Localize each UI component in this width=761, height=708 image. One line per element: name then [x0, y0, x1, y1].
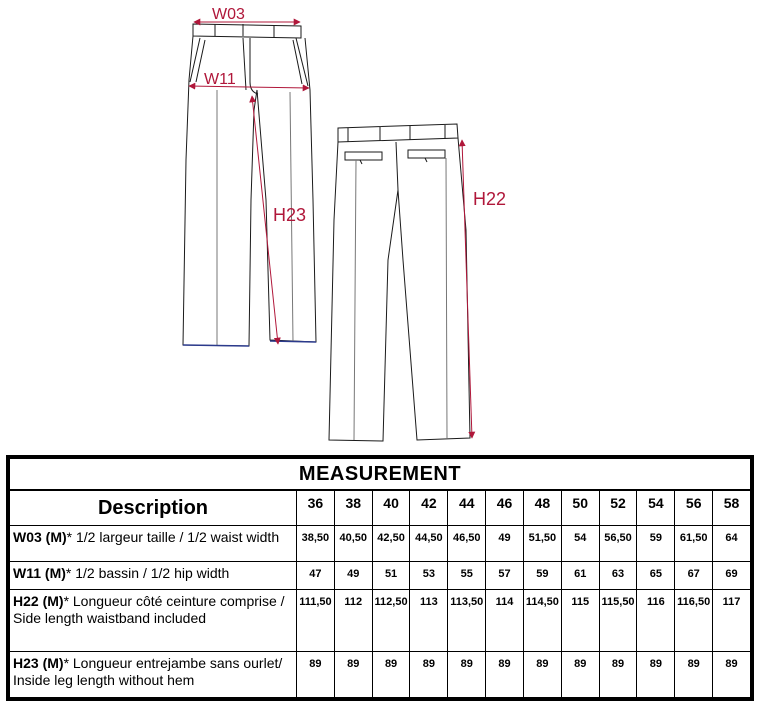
- value-cell: 114,50: [523, 590, 561, 652]
- value-cell: 49: [334, 562, 372, 590]
- w11-label: W11: [204, 71, 236, 88]
- value-cell: 49: [486, 526, 524, 562]
- value-cell: 46,50: [448, 526, 486, 562]
- value-cell: 89: [637, 652, 675, 698]
- value-cell: 111,50: [297, 590, 335, 652]
- size-header: 44: [448, 490, 486, 526]
- description-header: Description: [10, 490, 297, 526]
- value-cell: 113: [410, 590, 448, 652]
- value-cell: 89: [561, 652, 599, 698]
- value-cell: 44,50: [410, 526, 448, 562]
- value-cell: 89: [523, 652, 561, 698]
- value-cell: 59: [637, 526, 675, 562]
- row-description: [10, 652, 297, 698]
- row-code: W03 (M): [13, 529, 67, 545]
- value-cell: 89: [297, 652, 335, 698]
- row-text: * Longueur entrejambe sans ourlet/ Inside leg length without hem: [13, 655, 283, 688]
- size-header: 36: [297, 490, 335, 526]
- value-cell: 57: [486, 562, 524, 590]
- value-cell: 61: [561, 562, 599, 590]
- size-header: 46: [486, 490, 524, 526]
- row-description: [10, 590, 297, 652]
- value-cell: 64: [713, 526, 751, 562]
- size-header: 52: [599, 490, 637, 526]
- value-cell: 51: [372, 562, 410, 590]
- table-title: MEASUREMENT: [10, 459, 751, 491]
- value-cell: 117: [713, 590, 751, 652]
- value-cell: 40,50: [334, 526, 372, 562]
- row-description: [10, 562, 297, 590]
- row-text: * Longueur côté ceinture comprise / Side length waistband included: [13, 593, 285, 626]
- table-row: [10, 652, 751, 698]
- value-cell: 112: [334, 590, 372, 652]
- value-cell: 67: [675, 562, 713, 590]
- row-code: H23 (M): [13, 655, 64, 671]
- h23-label: H23: [273, 205, 307, 225]
- size-header: 50: [561, 490, 599, 526]
- row-code: W11 (M): [13, 565, 66, 581]
- value-cell: 89: [372, 652, 410, 698]
- front-view-trousers: [183, 24, 316, 346]
- value-cell: 53: [410, 562, 448, 590]
- value-cell: 42,50: [372, 526, 410, 562]
- value-cell: 65: [637, 562, 675, 590]
- value-cell: 51,50: [523, 526, 561, 562]
- measurement-table-container: [6, 455, 754, 701]
- size-header: 38: [334, 490, 372, 526]
- w03-label: W03: [212, 6, 245, 23]
- value-cell: 114: [486, 590, 524, 652]
- value-cell: 116: [637, 590, 675, 652]
- table-row: [10, 562, 751, 590]
- table-row: [10, 526, 751, 562]
- size-header: 40: [372, 490, 410, 526]
- value-cell: 89: [334, 652, 372, 698]
- table-row: [10, 590, 751, 652]
- size-header: 56: [675, 490, 713, 526]
- value-cell: 63: [599, 562, 637, 590]
- value-cell: 113,50: [448, 590, 486, 652]
- row-code: H22 (M): [13, 593, 64, 609]
- row-description: [10, 526, 297, 562]
- value-cell: 89: [448, 652, 486, 698]
- value-cell: 89: [713, 652, 751, 698]
- value-cell: 89: [675, 652, 713, 698]
- size-header: 48: [523, 490, 561, 526]
- size-header: 58: [713, 490, 751, 526]
- value-cell: 47: [297, 562, 335, 590]
- measurement-table: [9, 458, 751, 698]
- value-cell: 116,50: [675, 590, 713, 652]
- value-cell: 89: [599, 652, 637, 698]
- value-cell: 115,50: [599, 590, 637, 652]
- value-cell: 112,50: [372, 590, 410, 652]
- value-cell: 69: [713, 562, 751, 590]
- size-header: 54: [637, 490, 675, 526]
- value-cell: 115: [561, 590, 599, 652]
- row-text: * 1/2 largeur taille / 1/2 waist width: [66, 529, 280, 545]
- value-cell: 59: [523, 562, 561, 590]
- size-header: 42: [410, 490, 448, 526]
- row-text: * 1/2 bassin / 1/2 hip width: [65, 565, 230, 581]
- value-cell: 89: [410, 652, 448, 698]
- value-cell: 38,50: [297, 526, 335, 562]
- value-cell: 61,50: [675, 526, 713, 562]
- size-header-row: [10, 490, 751, 526]
- value-cell: 55: [448, 562, 486, 590]
- h22-label: H22: [473, 189, 507, 209]
- value-cell: 54: [561, 526, 599, 562]
- value-cell: 56,50: [599, 526, 637, 562]
- value-cell: 89: [486, 652, 524, 698]
- back-view-trousers: [329, 124, 470, 441]
